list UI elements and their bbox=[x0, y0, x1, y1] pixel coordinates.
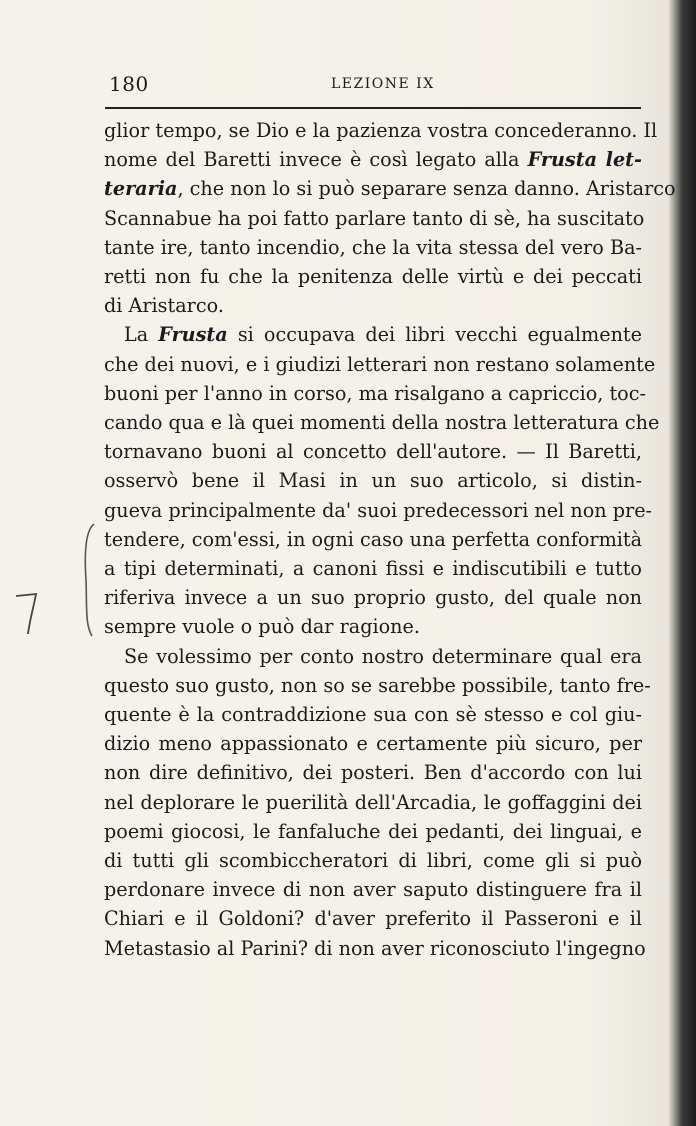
paragraph-3 bbox=[104, 642, 651, 963]
text-line: sempre vuole o può dar ragione. bbox=[104, 615, 420, 639]
text-line: La Frusta si occupava dei libri vecchi egualmente bbox=[124, 323, 642, 347]
text-line: tornavano buoni al concetto dell'autore. — Il Baretti, bbox=[104, 440, 642, 464]
text-line: nome del Baretti invece è così legato alla Frusta let- bbox=[104, 148, 643, 172]
page-header bbox=[105, 70, 640, 100]
text-line: non dire definitivo, dei posteri. Ben d'accordo con lui bbox=[104, 761, 642, 785]
italic-title: Frusta bbox=[158, 323, 228, 347]
text-line: Chiari e il Goldoni? d'aver preferito il Passeroni e il bbox=[104, 907, 642, 931]
page-number: 180 bbox=[109, 72, 149, 96]
paragraph-2 bbox=[104, 320, 660, 641]
text-line: dizio meno appassionato e certamente più sicuro, per bbox=[104, 732, 642, 756]
text-line: di tutti gli scombiccheratori di libri, come gli si può bbox=[104, 849, 642, 873]
text-line: poemi giocosi, le fanfaluche dei pedanti, dei linguai, e bbox=[104, 819, 642, 843]
text-line: a tipi determinati, a canoni fissi e indiscutibili e tutto bbox=[104, 557, 642, 581]
text-line: perdonare invece di non aver saputo distinguere fra il bbox=[104, 878, 642, 902]
text-line: buoni per l'anno in corso, ma risalgano a capriccio, toc- bbox=[104, 381, 646, 405]
text-line: nel deplorare le puerilità dell'Arcadia, le goffaggini dei bbox=[104, 790, 642, 814]
text-line: quente è la contraddizione sua con sè stesso e col giu- bbox=[104, 703, 642, 727]
text-line: Metastasio al Parini? di non aver riconosciuto l'ingegno bbox=[104, 936, 646, 960]
text-line: riferiva invece a un suo proprio gusto, del quale non bbox=[104, 586, 642, 610]
text-line: glior tempo, se Dio e la pazienza vostra concederanno. Il bbox=[104, 119, 658, 142]
text-line: che dei nuovi, e i giudizi letterari non restano solamente bbox=[104, 352, 656, 376]
text-line: Se volessimo per conto nostro determinare qual era bbox=[124, 644, 642, 668]
text-line: questo suo gusto, non so se sarebbe possibile, tanto fre- bbox=[104, 673, 651, 697]
text-line: tante ire, tanto incendio, che la vita stessa del vero Ba- bbox=[104, 235, 642, 259]
body-text bbox=[104, 116, 676, 963]
pencil-margin-bracket bbox=[72, 520, 102, 640]
italic-title: teraria bbox=[104, 177, 178, 201]
pencil-margin-mark bbox=[12, 588, 42, 638]
text-line: osservò bene il Masi in un suo articolo, si distin- bbox=[104, 469, 642, 493]
text-line: tendere, com'essi, in ogni caso una perfetta conformità bbox=[104, 527, 643, 551]
text-line: cando qua e là quei momenti della nostra letteratura che bbox=[104, 411, 660, 435]
paragraph-1 bbox=[104, 116, 676, 320]
header-rule bbox=[105, 107, 641, 109]
running-head: LEZIONE IX bbox=[331, 76, 435, 92]
text-line: Scannabue ha poi fatto parlare tanto di sè, ha suscitato bbox=[104, 206, 645, 230]
text-line: gueva principalmente da' suoi predecessori nel non pre- bbox=[104, 498, 653, 522]
text-line: di Aristarco. bbox=[104, 294, 224, 318]
italic-title: Frusta let- bbox=[527, 148, 643, 172]
text-line: teraria, che non lo si può separare senza danno. Aristarco bbox=[104, 177, 676, 201]
text-line: retti non fu che la penitenza delle virtù e dei peccati bbox=[104, 265, 642, 289]
